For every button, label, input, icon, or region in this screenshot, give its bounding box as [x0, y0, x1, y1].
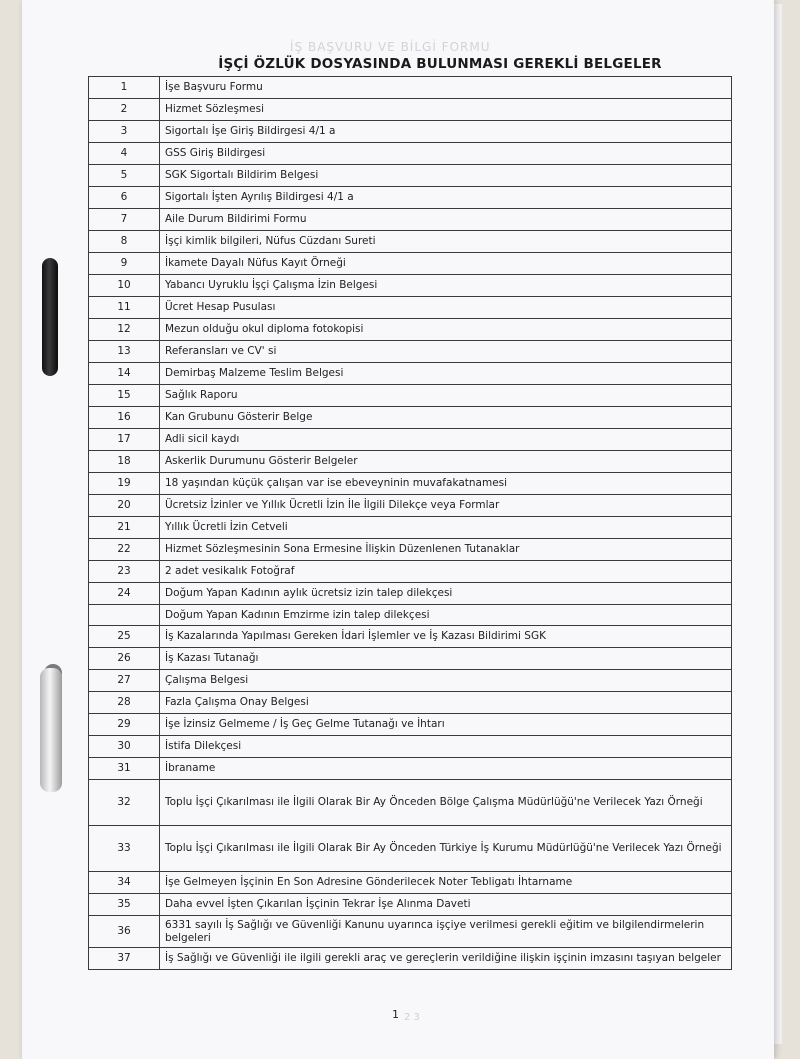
row-number: 31 — [89, 758, 160, 780]
document-name: 6331 sayılı İş Sağlığı ve Güvenliği Kanunu uyarınca işçiye verilmesi gerekli eğitim ve bilgilendirmelerin belgeleri — [160, 916, 732, 948]
row-number — [89, 605, 160, 626]
document-name: İş Sağlığı ve Güvenliği ile ilgili gerekli araç ve gereçlerin verildiğine ilişkin işçinin imzasını taşıyan belgeler — [160, 948, 732, 970]
document-name: Kan Grubunu Gösterir Belge — [160, 407, 732, 429]
document-name: Hizmet Sözleşmesinin Sona Ermesine İlişkin Düzenlenen Tutanaklar — [160, 539, 732, 561]
table-row — [89, 736, 732, 758]
row-number: 14 — [89, 363, 160, 385]
row-number: 10 — [89, 275, 160, 297]
document-name: Ücretsiz İzinler ve Yıllık Ücretli İzin İle İlgili Dilekçe veya Formlar — [160, 495, 732, 517]
table-row — [89, 948, 732, 970]
table-row — [89, 275, 732, 297]
show-through-page-marks: 2 3 — [404, 1012, 420, 1023]
table-row — [89, 231, 732, 253]
table-row — [89, 916, 732, 948]
document-name: İbraname — [160, 758, 732, 780]
table-row — [89, 561, 732, 583]
document-name: İşe Başvuru Formu — [160, 77, 732, 99]
row-number: 25 — [89, 626, 160, 648]
document-name: Hizmet Sözleşmesi — [160, 99, 732, 121]
row-number: 36 — [89, 916, 160, 948]
table-row — [89, 253, 732, 275]
document-name: İşçi kimlik bilgileri, Nüfus Cüzdanı Sureti — [160, 231, 732, 253]
document-name: Çalışma Belgesi — [160, 670, 732, 692]
table-row — [89, 99, 732, 121]
row-number: 9 — [89, 253, 160, 275]
table-row — [89, 385, 732, 407]
table-row — [89, 872, 732, 894]
document-name: 18 yaşından küçük çalışan var ise ebeveyninin muvafakatnamesi — [160, 473, 732, 495]
table-row — [89, 121, 732, 143]
table-row — [89, 341, 732, 363]
row-number: 28 — [89, 692, 160, 714]
table-row — [89, 780, 732, 826]
document-name: Toplu İşçi Çıkarılması ile İlgili Olarak Bir Ay Önceden Bölge Çalışma Müdürlüğü'ne Verilecek Yazı Örneği — [160, 780, 732, 826]
document-name: Sigortalı İşe Giriş Bildirgesi 4/1 a — [160, 121, 732, 143]
row-number: 16 — [89, 407, 160, 429]
table-row — [89, 473, 732, 495]
row-number: 35 — [89, 894, 160, 916]
document-name: İkamete Dayalı Nüfus Kayıt Örneği — [160, 253, 732, 275]
document-name: Ücret Hesap Pusulası — [160, 297, 732, 319]
row-number: 13 — [89, 341, 160, 363]
table-row — [89, 407, 732, 429]
row-number: 1 — [89, 77, 160, 99]
table-row — [89, 297, 732, 319]
row-number: 5 — [89, 165, 160, 187]
table-row — [89, 495, 732, 517]
row-number: 18 — [89, 451, 160, 473]
document-name: Doğum Yapan Kadının aylık ücretsiz izin talep dilekçesi — [160, 583, 732, 605]
document-name: Daha evvel İşten Çıkarılan İşçinin Tekrar İşe Alınma Daveti — [160, 894, 732, 916]
row-number: 2 — [89, 99, 160, 121]
document-name: İş Kazalarında Yapılması Gereken İdari İşlemler ve İş Kazası Bildirimi SGK — [160, 626, 732, 648]
row-number: 6 — [89, 187, 160, 209]
document-title: İŞÇİ ÖZLÜK DOSYASINDA BULUNMASI GEREKLİ BELGELER — [218, 56, 662, 72]
row-number: 34 — [89, 872, 160, 894]
table-row — [89, 583, 732, 605]
table-row — [89, 758, 732, 780]
table-row — [89, 626, 732, 648]
document-name: 2 adet vesikalık Fotoğraf — [160, 561, 732, 583]
table-row — [89, 714, 732, 736]
row-number: 22 — [89, 539, 160, 561]
row-number: 17 — [89, 429, 160, 451]
row-number: 21 — [89, 517, 160, 539]
show-through-form-title: İŞ BAŞVURU VE BİLGİ FORMU — [290, 40, 491, 54]
row-number: 7 — [89, 209, 160, 231]
document-name: Adli sicil kaydı — [160, 429, 732, 451]
table-row — [89, 363, 732, 385]
row-number: 12 — [89, 319, 160, 341]
row-number: 37 — [89, 948, 160, 970]
document-name: İşe Gelmeyen İşçinin En Son Adresine Gönderilecek Noter Tebligatı İhtarname — [160, 872, 732, 894]
row-number: 15 — [89, 385, 160, 407]
document-name: İstifa Dilekçesi — [160, 736, 732, 758]
table-row — [89, 165, 732, 187]
table-row — [89, 429, 732, 451]
row-number: 32 — [89, 780, 160, 826]
table-row — [89, 517, 732, 539]
table-row — [89, 894, 732, 916]
table-row — [89, 605, 732, 626]
document-name: SGK Sigortalı Bildirim Belgesi — [160, 165, 732, 187]
document-name: Yabancı Uyruklu İşçi Çalışma İzin Belgesi — [160, 275, 732, 297]
table-row — [89, 209, 732, 231]
table-row — [89, 319, 732, 341]
row-number: 23 — [89, 561, 160, 583]
documents-table — [88, 76, 732, 970]
document-name: Fazla Çalışma Onay Belgesi — [160, 692, 732, 714]
row-number: 4 — [89, 143, 160, 165]
row-number: 29 — [89, 714, 160, 736]
row-number: 27 — [89, 670, 160, 692]
row-number: 24 — [89, 583, 160, 605]
table-row — [89, 187, 732, 209]
table-row — [89, 826, 732, 872]
table-row — [89, 539, 732, 561]
document-name: Aile Durum Bildirimi Formu — [160, 209, 732, 231]
table-row — [89, 648, 732, 670]
page-number: 1 — [392, 1008, 399, 1021]
row-number: 33 — [89, 826, 160, 872]
document-name: İş Kazası Tutanağı — [160, 648, 732, 670]
binder-clip-bottom — [40, 668, 62, 792]
row-number: 26 — [89, 648, 160, 670]
document-name: GSS Giriş Bildirgesi — [160, 143, 732, 165]
document-name: Yıllık Ücretli İzin Cetveli — [160, 517, 732, 539]
table-row — [89, 77, 732, 99]
document-name: Demirbaş Malzeme Teslim Belgesi — [160, 363, 732, 385]
document-name: Referansları ve CV' si — [160, 341, 732, 363]
row-number: 20 — [89, 495, 160, 517]
document-name: Sağlık Raporu — [160, 385, 732, 407]
document-name: Mezun olduğu okul diploma fotokopisi — [160, 319, 732, 341]
document-name: İşe İzinsiz Gelmeme / İş Geç Gelme Tutanağı ve İhtarı — [160, 714, 732, 736]
row-number: 30 — [89, 736, 160, 758]
row-number: 3 — [89, 121, 160, 143]
document-name: Askerlik Durumunu Gösterir Belgeler — [160, 451, 732, 473]
table-row — [89, 692, 732, 714]
binder-clip-top — [42, 258, 58, 376]
document-name: Toplu İşçi Çıkarılması ile İlgili Olarak Bir Ay Önceden Türkiye İş Kurumu Müdürlüğü'ne Verilecek Yazı Örneği — [160, 826, 732, 872]
document-name: Doğum Yapan Kadının Emzirme izin talep dilekçesi — [160, 605, 732, 626]
table-row — [89, 143, 732, 165]
document-name: Sigortalı İşten Ayrılış Bildirgesi 4/1 a — [160, 187, 732, 209]
table-row — [89, 670, 732, 692]
row-number: 8 — [89, 231, 160, 253]
row-number: 11 — [89, 297, 160, 319]
table-row — [89, 451, 732, 473]
row-number: 19 — [89, 473, 160, 495]
